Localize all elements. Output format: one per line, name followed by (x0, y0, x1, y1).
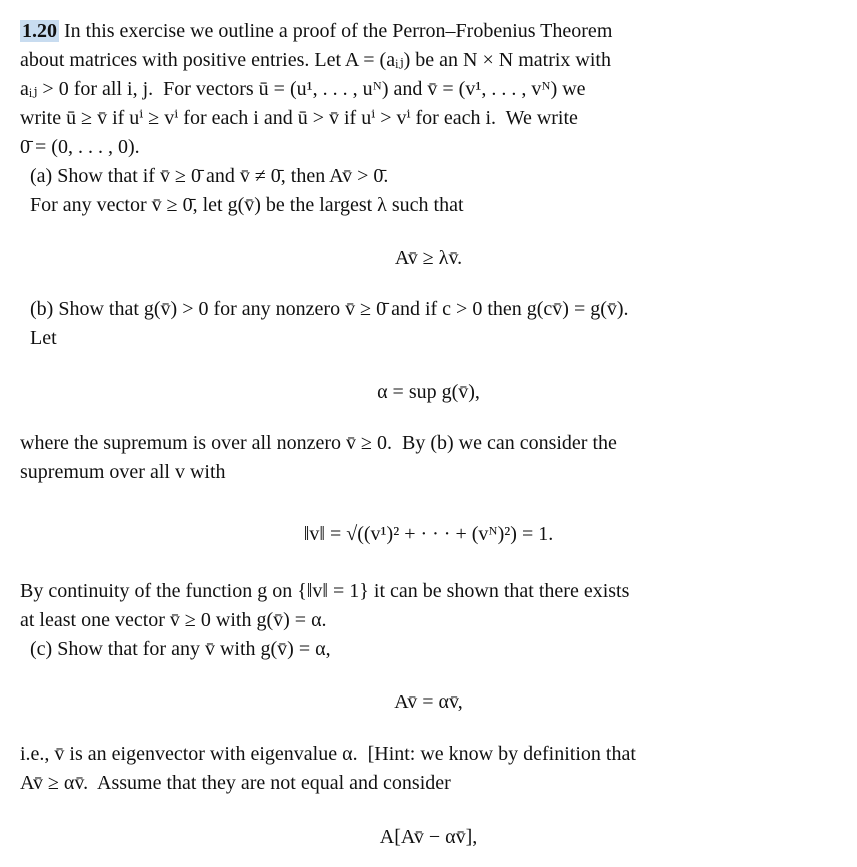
text-line: For any vector v̄ ≥ 0̄, let g(v̄) be the largest λ such that (20, 194, 464, 216)
text-line: i.e., v̄ is an eigenvector with eigenvalue α. [Hint: we know by definition that (20, 743, 636, 765)
equation-4: Av̄ = αv̄, (394, 691, 463, 713)
equation-1: Av̄ ≥ λv̄. (394, 247, 463, 269)
text-line: write ū ≥ v̄ if uⁱ ≥ vⁱ for each i and ū > v̄ if uⁱ > vⁱ for each i. We write (20, 107, 578, 129)
text-line: about matrices with positive entries. Let A = (aᵢⱼ) be an N × N matrix with (20, 49, 611, 71)
text-line: Let (20, 327, 57, 349)
part-a-line: (a) Show that if v̄ ≥ 0̄ and v̄ ≠ 0̄, then Av̄ > 0̄. (20, 165, 389, 187)
equation-3: ‖v‖ = √((v¹)² + · · · + (vᴺ)²) = 1. (303, 523, 554, 545)
text-line: In this exercise we outline a proof of the Perron–Frobenius Theorem (59, 20, 613, 42)
exercise-first-line (20, 19, 612, 43)
text-line: By continuity of the function g on {‖v‖ = 1} it can be shown that there exists (20, 580, 630, 602)
exercise-number: 1.20 (22, 20, 57, 42)
text-line: 0̄ = (0, . . . , 0). (20, 136, 140, 158)
part-c-line: (c) Show that for any v̄ with g(v̄) = α, (20, 638, 331, 660)
text-line: Av̄ ≥ αv̄. Assume that they are not equal and consider (20, 772, 451, 794)
equation-5: A[Av̄ − αv̄], (379, 826, 478, 848)
part-b-line: (b) Show that g(v̄) > 0 for any nonzero v̄ ≥ 0̄ and if c > 0 then g(cv̄) = g(v̄). (20, 298, 629, 320)
text-line: at least one vector v̄ ≥ 0 with g(v̄) = α. (20, 609, 327, 631)
text-line: aᵢⱼ > 0 for all i, j. For vectors ū = (u¹, . . . , uᴺ) and v̄ = (v¹, . . . , vᴺ) we (20, 78, 586, 100)
text-line: where the supremum is over all nonzero v̄ ≥ 0. By (b) we can consider the (20, 432, 617, 454)
text-line: supremum over all v with (20, 461, 226, 483)
equation-2: α = sup g(v̄), (377, 381, 480, 403)
